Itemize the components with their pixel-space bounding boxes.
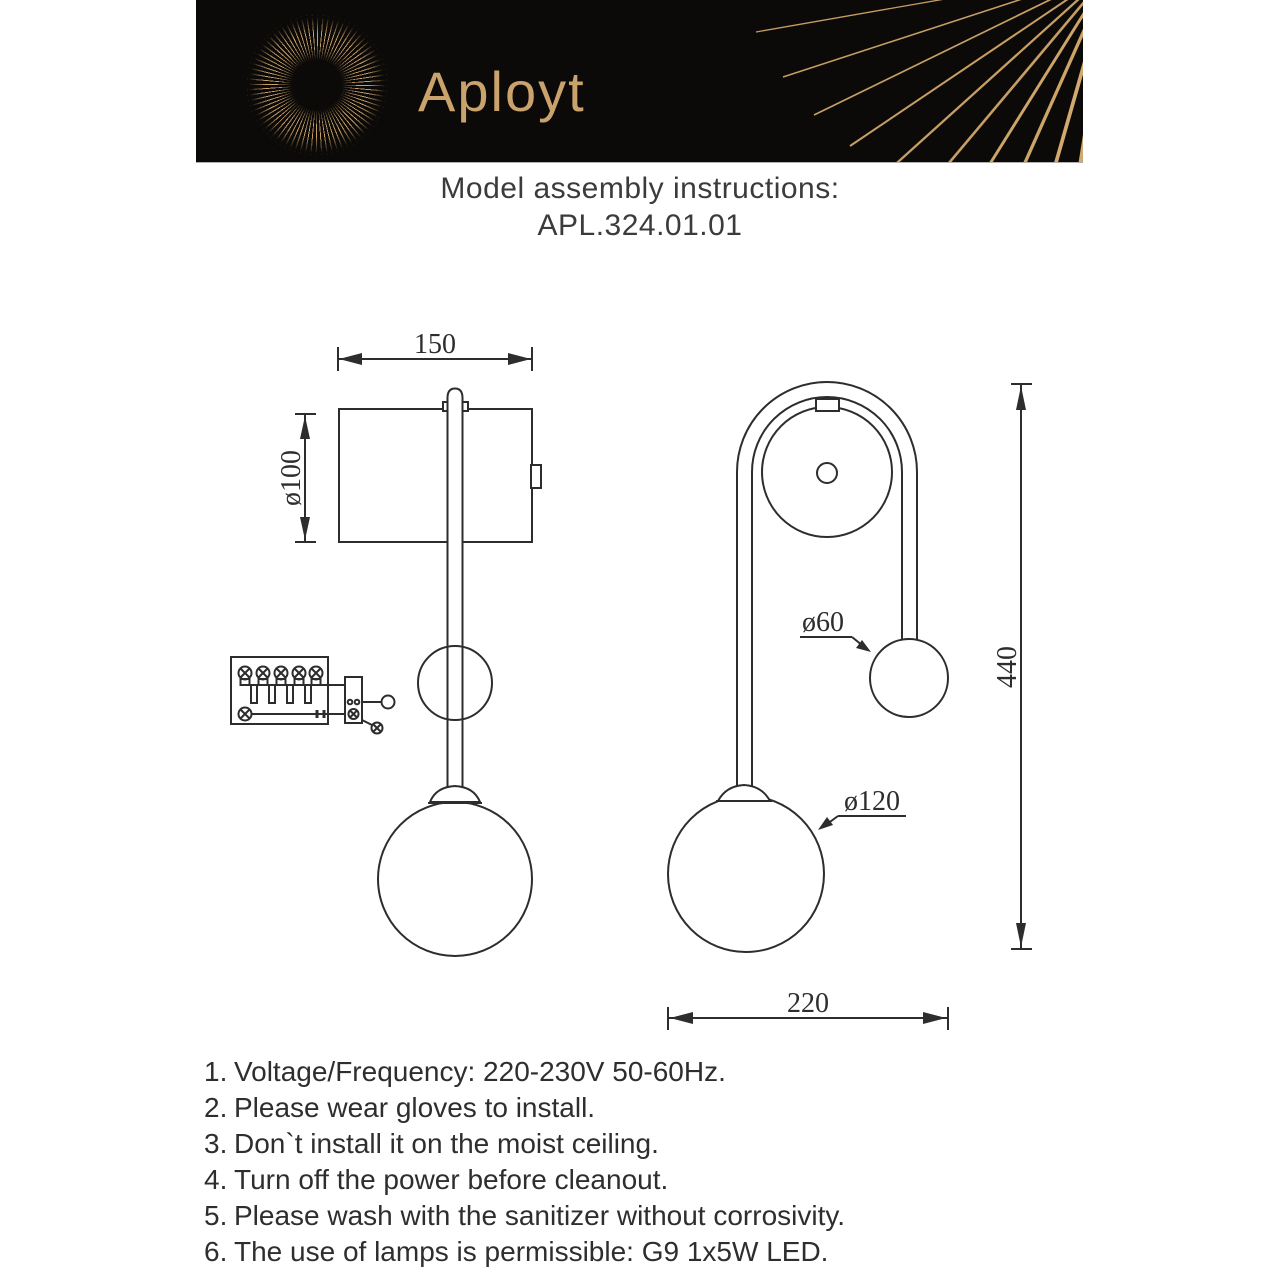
list-item [204,1126,845,1162]
dim-label-150: 150 [414,329,456,360]
item-text: Please wash with the sanitizer without corrosivity. [234,1200,846,1231]
lamp-rod [448,389,463,791]
glass-sphere-side [378,802,532,956]
dim-label-o100: ø100 [276,450,307,506]
instruction-list [204,1054,845,1270]
list-item [204,1054,845,1090]
list-item [204,1090,845,1126]
item-number: 6. [204,1236,228,1267]
sphere-holder-front [718,785,770,801]
glass-sphere-front [668,796,824,952]
dim-label-440: 440 [992,646,1023,688]
list-item [204,1234,845,1270]
page-title: Model assembly instructions: [440,172,840,205]
model-number: APL.324.01.01 [537,209,743,242]
wiring-diagram [231,657,395,734]
dim-label-220: 220 [787,988,829,1019]
dim-label-o120: ø120 [844,786,900,817]
small-ball-front [870,639,948,717]
leader-o60 [800,637,871,652]
item-number: 4. [204,1164,228,1195]
side-view-drawing [231,329,541,956]
item-text: Don`t install it on the moist ceiling. [234,1128,659,1159]
item-text: The use of lamps is permissible: G9 1x5W LED. [234,1236,829,1267]
plate-hole [817,463,837,483]
switch-tab [531,465,541,488]
sphere-holder-side [430,786,480,802]
brand-wordmark: Aployt [418,60,586,123]
item-number: 1. [204,1056,228,1087]
item-number: 2. [204,1092,228,1123]
lamp-symbol [382,696,395,709]
item-number: 5. [204,1200,228,1231]
front-view-drawing [668,382,1032,1030]
leader-o120 [818,816,906,830]
dim-label-o60: ø60 [802,607,844,638]
item-text: Turn off the power before cleanout. [234,1164,669,1195]
list-item [204,1162,845,1198]
item-text: Voltage/Frequency: 220-230V 50-60Hz. [234,1056,726,1087]
list-item [204,1198,845,1234]
item-text: Please wear gloves to install. [234,1092,596,1123]
top-bracket [816,399,839,411]
mount-box [339,409,532,542]
item-number: 3. [204,1128,228,1159]
terminal-symbols [239,667,323,686]
